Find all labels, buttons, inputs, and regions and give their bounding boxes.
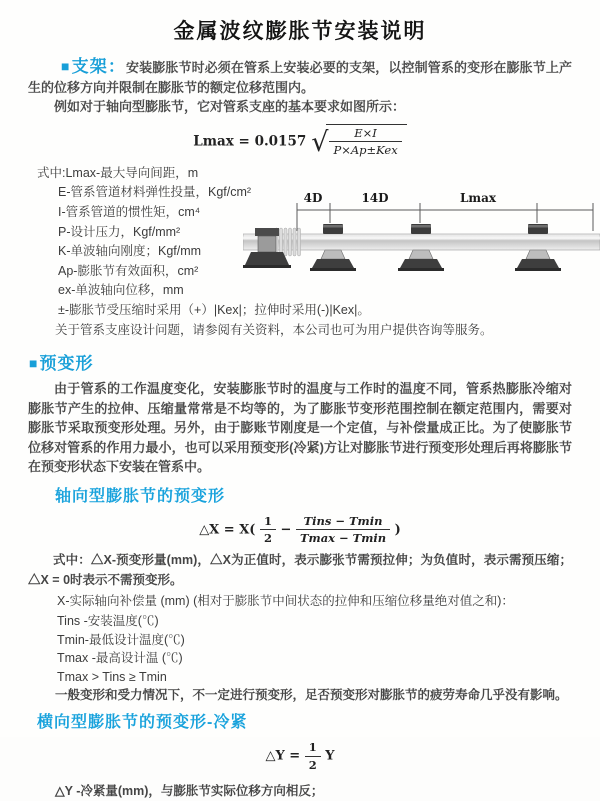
consulting-note-line: 关于管系支座设计问题，请参阅有关资料，本公司也可为用户提供咨询等服务。 (55, 322, 493, 337)
axial-formula-minus: − (280, 522, 292, 538)
guide-spacing-formula (0, 124, 600, 158)
predeform-paragraph: 由于管系的工作温度变化，安装膨胀节时的温度与工作时的温度不同，管系热膨胀冷缩对膨胀节产生的拉伸、压缩量常常是不均等的，为了膨胀节变形范围控制在额定范围内，需要对膨胀节采取预变形处理。另外，由于膨账节刚度是一个定值，与补偿量成正比。为了使膨胀节位移对管系的作用力最小，也可以采用预变形(冷紧)方让对膨胀节进行预变形处理后再将膨胀节在预变形状态下安装在管系中。 (28, 381, 572, 475)
sqrt-body (326, 124, 406, 158)
pipe-support-diagram (243, 190, 600, 282)
temp-denominator: Tmax − Tmin (299, 531, 387, 546)
section-square-icon: ■ (61, 58, 71, 74)
section-square-icon: ■ (29, 355, 39, 372)
fraction-denominator: P×Ap±Kex (333, 142, 398, 157)
definition-line: I-管系管道的惯性矩，cm⁴ (58, 205, 201, 220)
page-title: 金属波纹膨胀节安装说明 (173, 20, 427, 43)
axial-predeform-formula (0, 514, 600, 546)
definition-line: Ap-膨胀节有效面积，cm² (58, 263, 199, 278)
axial-formula-temp-fraction (296, 514, 390, 546)
predeform-section-heading (29, 349, 600, 374)
symbol-line: Tins -安装温度(℃) (57, 613, 159, 628)
pipe (243, 234, 600, 250)
dim-label-lmax: Lmax (459, 191, 497, 205)
support-intro-text: 安装膨胀节时必须在管系上安装必要的支架，以控制管系的变形在膨胀节上产生的位移方向并限制在膨胀节的额定位移范围内。 (28, 60, 572, 95)
general-note-line: 一般变形和受力情况下，不一定进行预变形，足否预变形对膨胀节的疲劳寿命几乎没有影响。 (55, 688, 568, 703)
temp-numerator: Tins − Tmin (296, 514, 390, 530)
definition-line: K-单波轴向刚度；Kgf/mm (58, 244, 202, 259)
symbol-line: Tmax > Tins ≥ Tmin (57, 669, 167, 684)
lateral-formula-note: △Y -冷紧量(mm)，与膨胀节实际位移方向相反； (55, 784, 324, 799)
support-section-heading (61, 57, 126, 76)
lateral-formula-rhs: Y (325, 748, 335, 764)
symbol-line: X-实际轴向补偿量 (mm) (相对于膨胀节中间状态的拉伸和压缩位移量绝对值之和)： (57, 594, 514, 609)
half-numerator: 1 (260, 514, 276, 530)
symbol-line: Tmax -最高设计温 (℃) (57, 651, 183, 666)
lateral-coldpull-formula (0, 740, 600, 772)
axial-formula-rparen: ) (394, 522, 401, 538)
formula-fraction (329, 126, 401, 158)
lateral-formula-half-fraction (305, 740, 321, 772)
pipe-support-diagram-svg (243, 190, 600, 282)
half-denominator: 2 (308, 757, 317, 772)
fraction-numerator: E×I (329, 126, 401, 142)
axial-formula-lhs: △X = X( (199, 522, 256, 538)
support-example-line: 例如对于轴向型膨胀节，它对管系支座的基本要求如图所示： (54, 99, 406, 114)
dim-label-14d: 14D (361, 191, 389, 205)
lateral-subheading: 横向型膨胀节的预变形-冷紧 (37, 714, 248, 732)
definition-line: P-设计压力，Kgf/mm² (58, 224, 181, 239)
definition-line: 式中:Lmax-最大导向间距，m (37, 165, 199, 180)
dim-label-4d: 4D (303, 191, 323, 205)
axial-subheading: 轴向型膨胀节的预变形 (55, 487, 226, 505)
half-numerator: 1 (305, 740, 321, 756)
support-intro-paragraph (28, 57, 572, 97)
axial-symbol-lines (0, 592, 600, 705)
symbol-line: Tmin-最低设计温度(℃) (57, 632, 185, 647)
lateral-formula-lhs: △Y = (265, 748, 301, 764)
predeform-heading-label: 预变形 (39, 354, 94, 374)
support-heading-label: 支架： (71, 57, 126, 76)
sqrt-radical-icon: √ (311, 126, 327, 158)
axial-formula-note: 式中：△X-预变形量(mm)，△X为正值时，表示膨张节需预拉伸；为负值时，表示需预压缩；△X = 0时表示不需预变形。 (28, 553, 572, 587)
formula-lhs: Lmax = 0.0157 (193, 132, 307, 149)
half-denominator: 2 (263, 531, 272, 546)
axial-formula-half-fraction (260, 514, 276, 546)
definition-line: ±-膨胀节受压缩时采用（+）|Kex|；拉伸时采用(-)|Kex|。 (58, 303, 370, 318)
definition-line: ex-单波轴向位移，mm (58, 283, 184, 298)
definition-line: E-管系管道材料弹性投量，Kgf/cm² (58, 185, 252, 200)
